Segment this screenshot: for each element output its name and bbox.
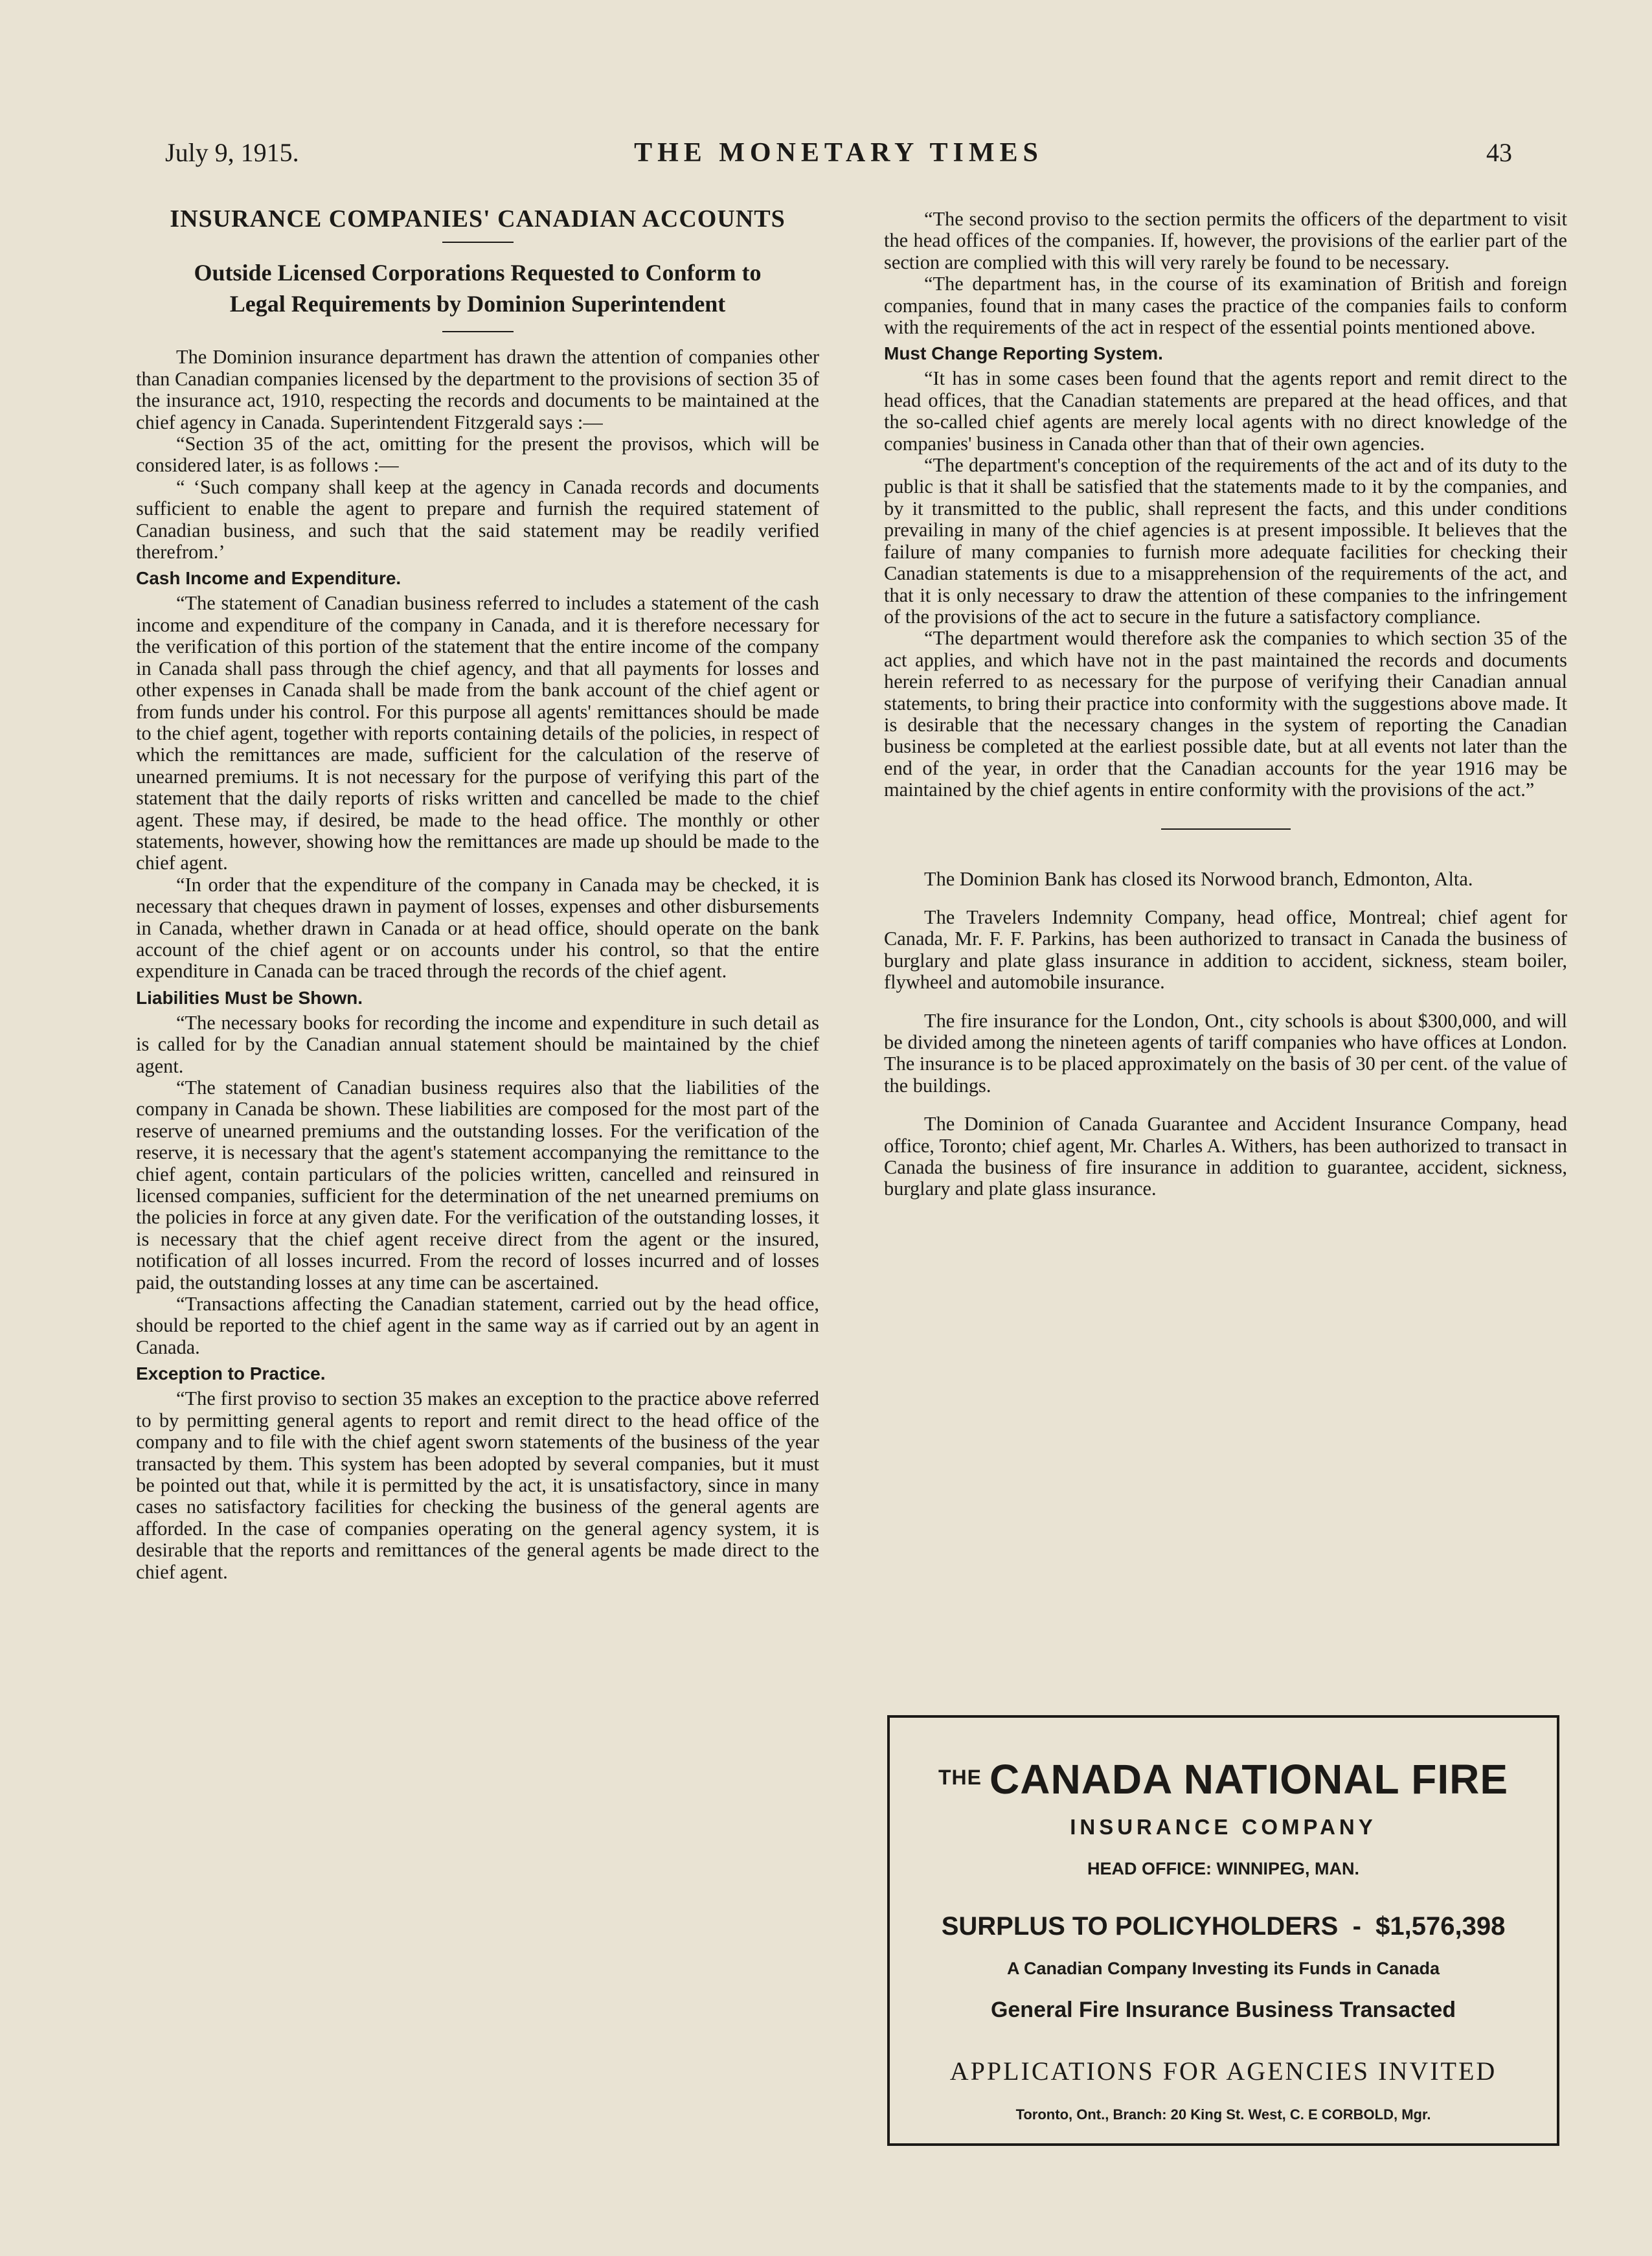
ad-surplus: SURPLUS TO POLICYHOLDERS - $1,576,398 <box>941 1912 1506 1941</box>
ad-name: CANADA NATIONAL FIRE <box>990 1756 1508 1803</box>
canada-national-fire-advertisement <box>887 1715 1559 2146</box>
intro-paragraph: “Section 35 of the act, omitting for the present the provisos, which will be considered later, is as follows :— <box>136 433 819 477</box>
section-heading: Liabilities Must be Shown. <box>136 987 363 1008</box>
subtitle-line: Outside Licensed Corporations Requested to Conform to <box>194 260 762 286</box>
page-number: 43 <box>1486 138 1512 167</box>
article-end-divider <box>1161 828 1291 830</box>
body-paragraph: “The department would therefore ask the companies to which section 35 of the act applies, and which have not in the past maintained the records and documents herein referred to as necessary for the purpose of verifying their Canadian annual statements, to bring their practice into conformity with the suggestions above made. It is desirable that the necessary changes in the system of reporting the Canadian business be completed at the earliest possible date, but at all events not later than the end of the year, in order that the Canadian accounts for the year 1916 may be maintained by the chief agents in entire conformity with the provisions of the act.” <box>884 627 1567 801</box>
title-divider <box>442 242 514 243</box>
ad-branch: Toronto, Ont., Branch: 20 King St. West, C. E CORBOLD, Mgr. <box>1015 2106 1431 2123</box>
news-item: The fire insurance for the London, Ont., city schools is about $300,000, and will be divided among the nineteen agents of tariff companies who have offices at London. The insurance is to be placed approximately on the basis of 30 per cent. of the value of the buildings. <box>884 1009 1567 1097</box>
running-head <box>139 137 1538 176</box>
ad-the: THE <box>938 1766 982 1789</box>
ad-head-office: HEAD OFFICE: WINNIPEG, MAN. <box>1087 1859 1359 1878</box>
body-paragraph: “The necessary books for recording the income and expenditure in such detail as is called for by the Canadian annual statement should be maintained by the chief agent. <box>136 1011 819 1077</box>
ad-business: General Fire Insurance Business Transacted <box>990 1998 1456 2022</box>
subtitle-divider <box>442 331 514 332</box>
section-heading: Must Change Reporting System. <box>884 343 1163 364</box>
ad-applications: APPLICATIONS FOR AGENCIES INVITED <box>949 2057 1497 2086</box>
section-heading: Exception to Practice. <box>136 1363 326 1384</box>
intro-paragraph: The Dominion insurance department has drawn the attention of companies other than Canadian companies licensed by the department to the provisions of section 35 of the insurance act, 1910, respecting the records and documents to be maintained at the chief agency in Canada. Superintendent Fitzgerald says :— <box>136 346 819 433</box>
article-subtitle <box>136 257 819 319</box>
body-paragraph: “The department's conception of the requirements of the act and of its duty to the public is that it shall be satisfied that the statements made to it by the companies, and by it transmitted to the public, shall represent the facts, and this under conditions prevailing in many of the chief agencies is at present impossible. It believes that the failure of many companies to furnish more adequate facilities for checking their Canadian statements is due to a misapprehension of the requirements of the act, and that it is only necessary to draw the attention of these companies to the infringement of the provisions of the act to secure in the future a satisfactory compliance. <box>884 454 1567 628</box>
body-paragraph: “The department has, in the course of its examination of British and foreign companies, found that in many cases the practice of the companies fails to conform with the requirements of the act in respect of the essential points mentioned above. <box>884 273 1567 339</box>
body-paragraph: “The statement of Canadian business referred to includes a statement of the cash income and expenditure of the company in Canada, and it is therefore necessary for the verification of this portion of the statement that the entire income of the company in Canada shall pass through the chief agency, and that all payments for losses and other expenses in Canada shall be made from the bank account of the chief agent or from funds under his control. For this purpose all agents' remittances should be made to the chief agent, together with reports containing details of the policies, in respect of which the remittances are made, sufficient for the calculation of the reserve of unearned premiums. It is not necessary for the purpose of verifying this part of the statement that the daily reports of risks written and cancelled be made to the chief agent. These may, if desired, be made to the head office. The monthly or other statements, however, showing how the remittances are made up should be made to the chief agent. <box>136 592 819 874</box>
body-paragraph: “The second proviso to the section permits the officers of the department to visit the head offices of the companies. If, however, the provisions of the earlier part of the section are complied with this will very rarely be found to be necessary. <box>884 208 1567 273</box>
body-paragraph: “Transactions affecting the Canadian statement, carried out by the head office, should be reported to the chief agent in the same way as if carried out by an agent in Canada. <box>136 1293 819 1358</box>
section-heading: Cash Income and Expenditure. <box>136 568 402 589</box>
issue-date: July 9, 1915. <box>165 138 299 167</box>
body-paragraph: “The first proviso to section 35 makes an exception to the practice above referred to by permitting general agents to report and remit direct to the head office of the company and to file with the chief agent sworn statements of the business of the year transacted by them. This system has been adopted by several companies, but it must be pointed out that, while it is permitted by the act, it is unsatisfactory, since in many cases no satisfactory facilities for checking the business of the general agents are afforded. In the case of companies operating on the general agency system, it is desirable that the reports and remittances of the general agents be made direct to the chief agent. <box>136 1387 819 1583</box>
article-title: INSURANCE COMPANIES' CANADIAN ACCOUNTS <box>170 205 786 233</box>
article-column-right <box>884 209 1567 1217</box>
news-item: The Dominion of Canada Guarantee and Accident Insurance Company, head office, Toronto; chief agent, Mr. Charles A. Withers, has been authorized to transact in Canada the business of fire insurance in addition to guarantee, accident, sickness, burglary and plate glass insurance. <box>884 1113 1567 1200</box>
body-paragraph: “The statement of Canadian business requires also that the liabilities of the company in Canada be shown. These liabilities are composed for the most part of the reserve of unearned premiums and the outstanding losses. For the verification of the reserve, it is necessary that the agent's statement accompanying the remittance to the chief agent, contain particulars of the policies written, cancelled and reinsured in licensed companies, sufficient for the determination of the net unearned premiums on the policies in force at any given date. For the verification of the outstanding losses, it is necessary that the chief agent receive direct from the agent or the insured, notification of all losses incurred. From the record of losses incurred and of losses paid, the outstanding losses at any time can be ascertained. <box>136 1077 819 1293</box>
body-paragraph: “In order that the expenditure of the company in Canada may be checked, it is necessary that cheques drawn in payment of losses, expenses and other disbursements in Canada, whether drawn in Canada or at head office, should operate on the bank account of the chief agent or on accounts under his control, so that the entire expenditure in Canada can be traced through the records of the chief agent. <box>136 873 819 983</box>
intro-paragraph: “ ‘Such company shall keep at the agency in Canada records and documents sufficient to enable the agent to prepare and furnish the required statement of Canadian business, and such that the said statement may be readily verified therefrom.’ <box>136 475 819 564</box>
publication-title: THE MONETARY TIMES <box>634 138 1043 168</box>
body-paragraph: “It has in some cases been found that the agents report and remit direct to the head offices, that the Canadian statements are prepared at the head offices, and that the so-called chief agents are merely local agents with no direct knowledge of the companies' business in Canada other than that of their own agencies. <box>884 367 1567 455</box>
news-item: The Dominion Bank has closed its Norwood branch, Edmonton, Alta. <box>924 867 1473 890</box>
subtitle-line: Legal Requirements by Dominion Superintendent <box>229 291 726 317</box>
ad-company-name <box>890 1755 1557 1803</box>
ad-investing: A Canadian Company Investing its Funds in Canada <box>1006 1959 1440 1978</box>
ad-insurance-company: INSURANCE COMPANY <box>1070 1815 1377 1839</box>
news-item: The Travelers Indemnity Company, head office, Montreal; chief agent for Canada, Mr. F. F. Parkins, has been authorized to transact in Canada the business of burglary and plate glass insurance in addition to accident, sickness, steam boiler, flywheel and automobile insurance. <box>884 906 1567 994</box>
article-column-left <box>136 205 819 1583</box>
